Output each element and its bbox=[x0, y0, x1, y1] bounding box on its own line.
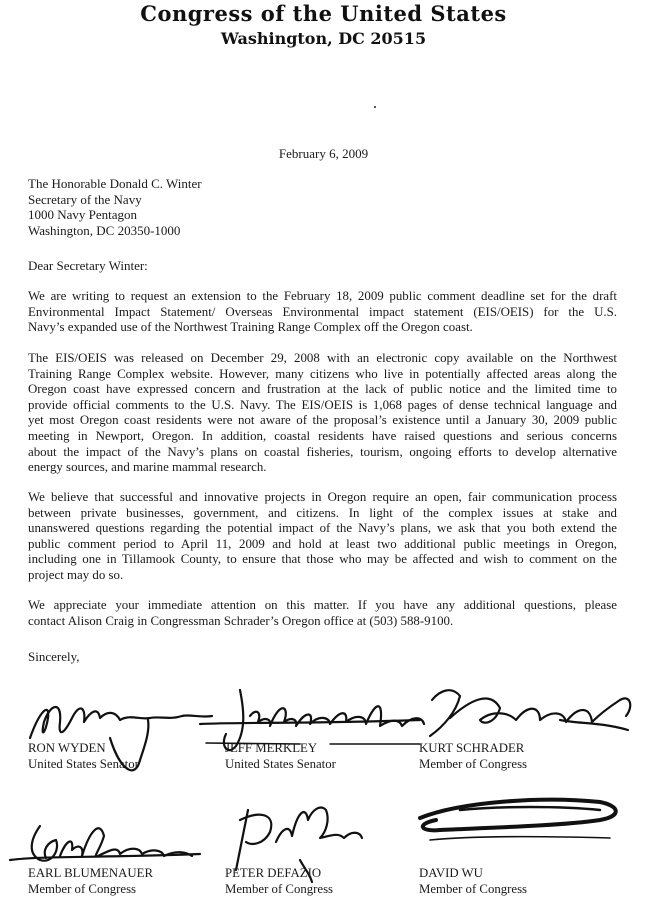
signatory-blumenauer bbox=[28, 865, 153, 897]
paragraph-line: yet most Oregon coast residents were not aware of the proposal’s existence until a January 30, 2009 public bbox=[28, 413, 617, 428]
defazio-signature bbox=[276, 808, 362, 842]
paragraph-line: about the impact of the Navy’s plans on coastal fisheries, tourism, ongoing efforts to develop alternative bbox=[28, 444, 617, 459]
recipient-line: The Honorable Donald C. Winter bbox=[28, 176, 202, 191]
recipient-address bbox=[28, 176, 202, 238]
schrader-signature bbox=[450, 698, 630, 722]
paragraph-extension-request bbox=[28, 289, 617, 336]
signatory-name: EARL BLUMENAUER bbox=[28, 866, 154, 880]
letterhead-address: Washington, DC 20515 bbox=[220, 29, 427, 48]
signatory-title: United States Senator bbox=[225, 757, 336, 771]
wu-signature bbox=[460, 807, 600, 810]
signatory-name: DAVID WU bbox=[419, 866, 483, 880]
wyden-signature bbox=[30, 707, 212, 738]
paragraph-line: Navy’s expanded use of the Northwest Training Range Complex off the Oregon coast. bbox=[28, 320, 473, 335]
paragraph-line: energy sources, and marine mammal research. bbox=[28, 460, 267, 475]
paragraph-line: We believe that successful and innovative projects in Oregon require an open, fair communication process bbox=[28, 490, 617, 504]
signatory-title: Member of Congress bbox=[28, 882, 137, 896]
signatory-wyden bbox=[28, 740, 139, 772]
paragraph-request-details bbox=[28, 490, 617, 584]
signatory-name: PETER DEFAZIO bbox=[225, 866, 322, 880]
letterhead bbox=[0, 2, 647, 49]
signatory-title: Member of Congress bbox=[419, 757, 528, 771]
paragraph-line: The EIS/OEIS was released on December 29, 2008 with an electronic copy available on the Northwest bbox=[28, 351, 617, 365]
paragraph-line: We are writing to request an extension to the February 18, 2009 public comment deadline set for the draft bbox=[28, 289, 617, 303]
salutation: Dear Secretary Winter: bbox=[28, 258, 148, 273]
letterhead-title: Congress of the United States bbox=[140, 1, 507, 26]
signatory-title: Member of Congress bbox=[225, 882, 334, 896]
paragraph-contact bbox=[28, 598, 617, 629]
stray-mark bbox=[374, 106, 376, 108]
paragraph-line: meeting in Newport, Oregon. In addition, coastal residents have raised questions and serious concerns bbox=[28, 428, 617, 443]
signatory-title: United States Senator bbox=[28, 757, 139, 771]
signatory-title: Member of Congress bbox=[419, 882, 528, 896]
signatory-defazio bbox=[225, 865, 333, 897]
blumenauer-signature bbox=[10, 854, 200, 860]
paragraph-line: Training Range Complex website. However, many citizens who live in potentially affected areas along the bbox=[28, 366, 617, 381]
signatory-merkley bbox=[225, 740, 336, 772]
signatory-name: JEFF MERKLEY bbox=[225, 741, 318, 755]
paragraph-line: between private businesses, government, and citizens. In light of the complex issues at stake and bbox=[28, 505, 617, 520]
paragraph-line: provide official comments to the U.S. Navy. The EIS/OEIS is 1,068 pages of dense technical language and bbox=[28, 397, 617, 412]
paragraph-line: Oregon coast have expressed concern and frustration at the lack of public notice and the limited time to bbox=[28, 382, 617, 397]
blumenauer-signature bbox=[60, 828, 192, 856]
closing: Sincerely, bbox=[28, 649, 80, 664]
recipient-line: 1000 Navy Pentagon bbox=[28, 207, 138, 222]
letter-date: February 6, 2009 bbox=[278, 146, 369, 161]
recipient-line: Washington, DC 20350-1000 bbox=[28, 222, 181, 238]
signatory-name: RON WYDEN bbox=[28, 741, 106, 755]
signatory-schrader bbox=[419, 740, 527, 772]
recipient-line: Secretary of the Navy bbox=[28, 191, 142, 207]
paragraph-line: contact Alison Craig in Congressman Schrader’s Oregon office at (503) 588-9100. bbox=[28, 613, 454, 628]
paragraph-line: Environmental Impact Statement/ Overseas Environmental impact statement (EIS/OEIS) for the U.S. bbox=[28, 304, 617, 319]
signatory-name: KURT SCHRADER bbox=[419, 741, 525, 755]
wu-signature bbox=[420, 800, 616, 831]
blumenauer-signature bbox=[32, 826, 57, 861]
paragraph-line: unanswered questions regarding the potential impact of the Navy’s plans, we ask that you both extend the bbox=[28, 521, 617, 536]
paragraph-line: We appreciate your immediate attention on this matter. If you have any additional questions, please bbox=[28, 598, 617, 612]
paragraph-line: including one in Tillamook County, to ensure that those who may be affected and wish to comment on the bbox=[28, 552, 617, 567]
wu-signature bbox=[430, 837, 610, 840]
paragraph-release-details bbox=[28, 351, 617, 476]
signatory-wu bbox=[419, 865, 527, 897]
paragraph-line: public comment period to April 11, 2009 and hold at least two additional public meetings in Oregon, bbox=[28, 536, 617, 551]
paragraph-line: project may do so. bbox=[28, 567, 124, 582]
